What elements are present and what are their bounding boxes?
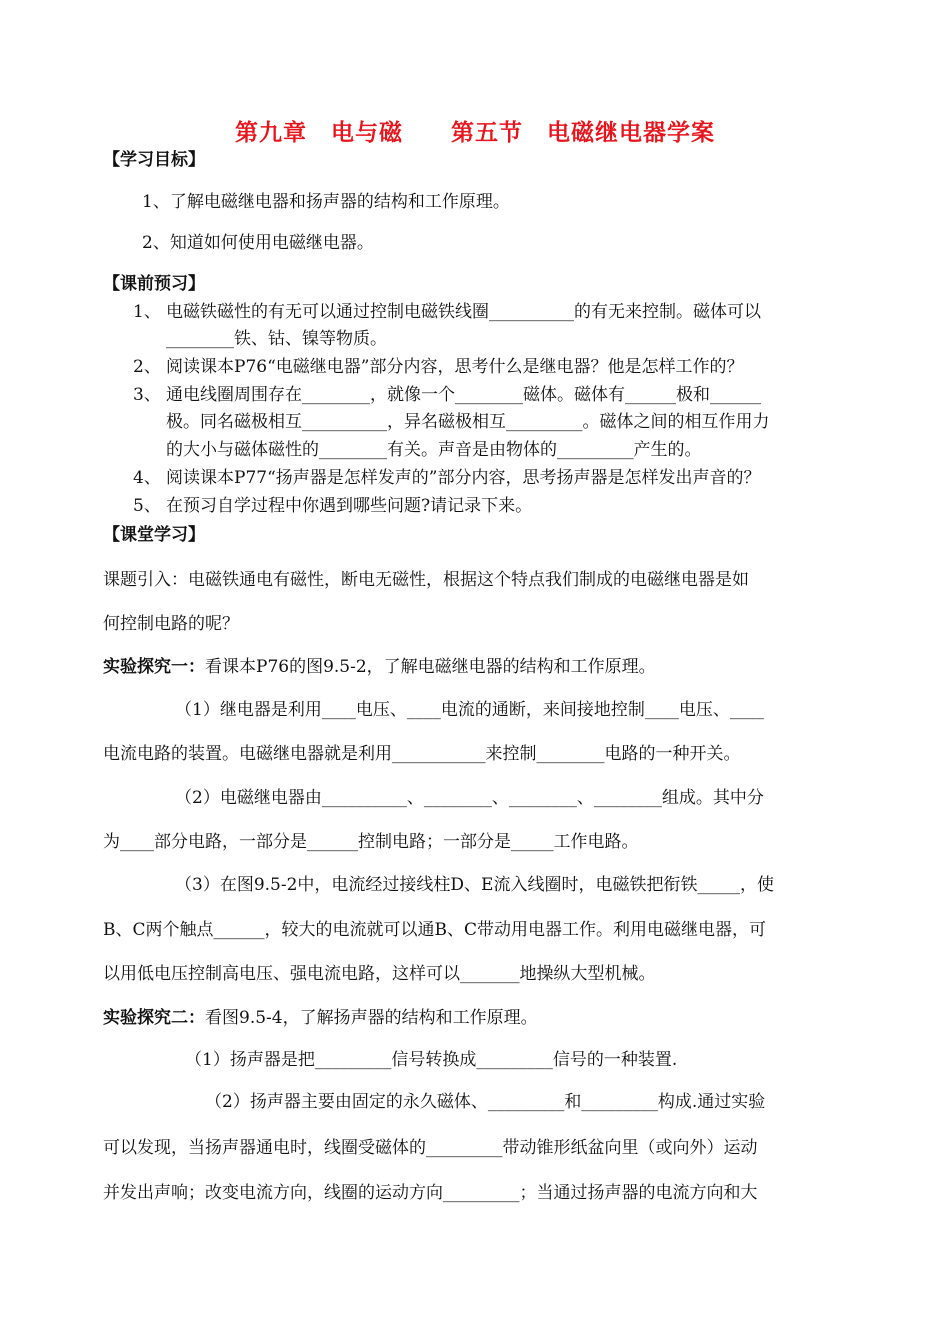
preview-item-text: 通电线圈周围存在________，就像一个________磁体。磁体有______极和______ [166, 385, 761, 405]
preview-item-text: 阅读课本P77“扬声器是怎样发声的”部分内容，思考扬声器是怎样发出声音的？ [166, 468, 761, 488]
preview-item-text: 电磁铁磁性的有无可以通过控制电磁铁线圈__________的有无来控制。磁体可以 [166, 302, 761, 322]
preview-item-text: 阅读课本P76“电磁继电器”部分内容，思考什么是继电器？他是怎样工作的？ [166, 357, 744, 377]
objective-item: 1、了解电磁继电器和扬声器的结构和工作原理。 [142, 192, 510, 212]
preview-item-2 [133, 355, 743, 379]
exp2-question-text: 并发出声响；改变电流方向，线圈的运动方向_________；当通过扬声器的电流方向和大 [103, 1183, 758, 1203]
section-heading-objectives: 【学习目标】 [103, 150, 205, 170]
section-heading-preview: 【课前预习】 [103, 274, 205, 294]
preview-item-1 [133, 300, 761, 324]
preview-item-text: 极。同名磁极相互__________，异名磁极相互_________。磁体之间的相互作用力 [166, 412, 770, 432]
intro-text: 课题引入：电磁铁通电有磁性，断电无磁性，根据这个特点我们制成的电磁继电器是如 [103, 570, 749, 590]
preview-item-text: ________铁、钴、镍等物质。 [166, 329, 387, 349]
page-title: 第九章 电与磁 第五节 电磁继电器学案 [235, 120, 715, 146]
experiment-text: 看图9.5-4，了解扬声器的结构和工作原理。 [205, 1008, 538, 1028]
experiment-2 [103, 1006, 538, 1030]
experiment-label: 实验探究二： [103, 1008, 205, 1028]
exp2-question-text: （1）扬声器是把_________信号转换成_________信号的一种装置. [185, 1050, 678, 1070]
preview-item-number: 3、 [133, 385, 161, 405]
preview-item-number: 2、 [133, 357, 161, 377]
preview-item-number: 1、 [133, 302, 161, 322]
preview-item-text: 在预习自学过程中你遇到哪些问题?请记录下来。 [166, 496, 533, 516]
section-heading-classroom: 【课堂学习】 [103, 525, 205, 545]
exp1-question-text: B、C两个触点______，较大的电流就可以通B、C带动用电器工作。利用电磁继电器，可 [103, 920, 766, 940]
experiment-label: 实验探究一： [103, 657, 205, 677]
preview-item-3 [133, 383, 761, 407]
intro-text: 何控制电路的呢？ [103, 614, 239, 634]
exp2-question-text: （2）扬声器主要由固定的永久磁体、_________和_________构成.通过实验 [205, 1092, 766, 1112]
exp1-question-text: （1）继电器是利用____电压、____电流的通断，来间接地控制____电压、____ [175, 700, 764, 720]
exp1-question-text: 为____部分电路，一部分是______控制电路；一部分是_____工作电路。 [103, 832, 639, 852]
preview-item-4 [133, 466, 760, 490]
objective-item: 2、知道如何使用电磁继电器。 [142, 233, 374, 253]
exp1-question-text: （3）在图9.5-2中，电流经过接线柱D、E流入线圈时，电磁铁把衔铁_____，使 [175, 875, 774, 895]
exp1-question-text: 电流电路的装置。电磁继电器就是利用___________来控制________电路的一种开关。 [103, 744, 741, 764]
preview-item-number: 5、 [133, 496, 161, 516]
experiment-1 [103, 655, 656, 679]
experiment-text: 看课本P76的图9.5-2，了解电磁继电器的结构和工作原理。 [205, 657, 656, 677]
preview-item-text: 的大小与磁体磁性的________有关。声音是由物体的_________产生的。 [166, 440, 702, 460]
preview-item-number: 4、 [133, 468, 161, 488]
exp2-question-text: 可以发现，当扬声器通电时，线圈受磁体的_________带动锥形纸盆向里（或向外）运动 [103, 1138, 758, 1158]
preview-item-5 [133, 494, 532, 518]
exp1-question-text: （2）电磁继电器由__________、________、________、________组成。其中分 [175, 788, 764, 808]
exp1-question-text: 以用低电压控制高电压、强电流电路，这样可以_______地操纵大型机械。 [103, 964, 656, 984]
